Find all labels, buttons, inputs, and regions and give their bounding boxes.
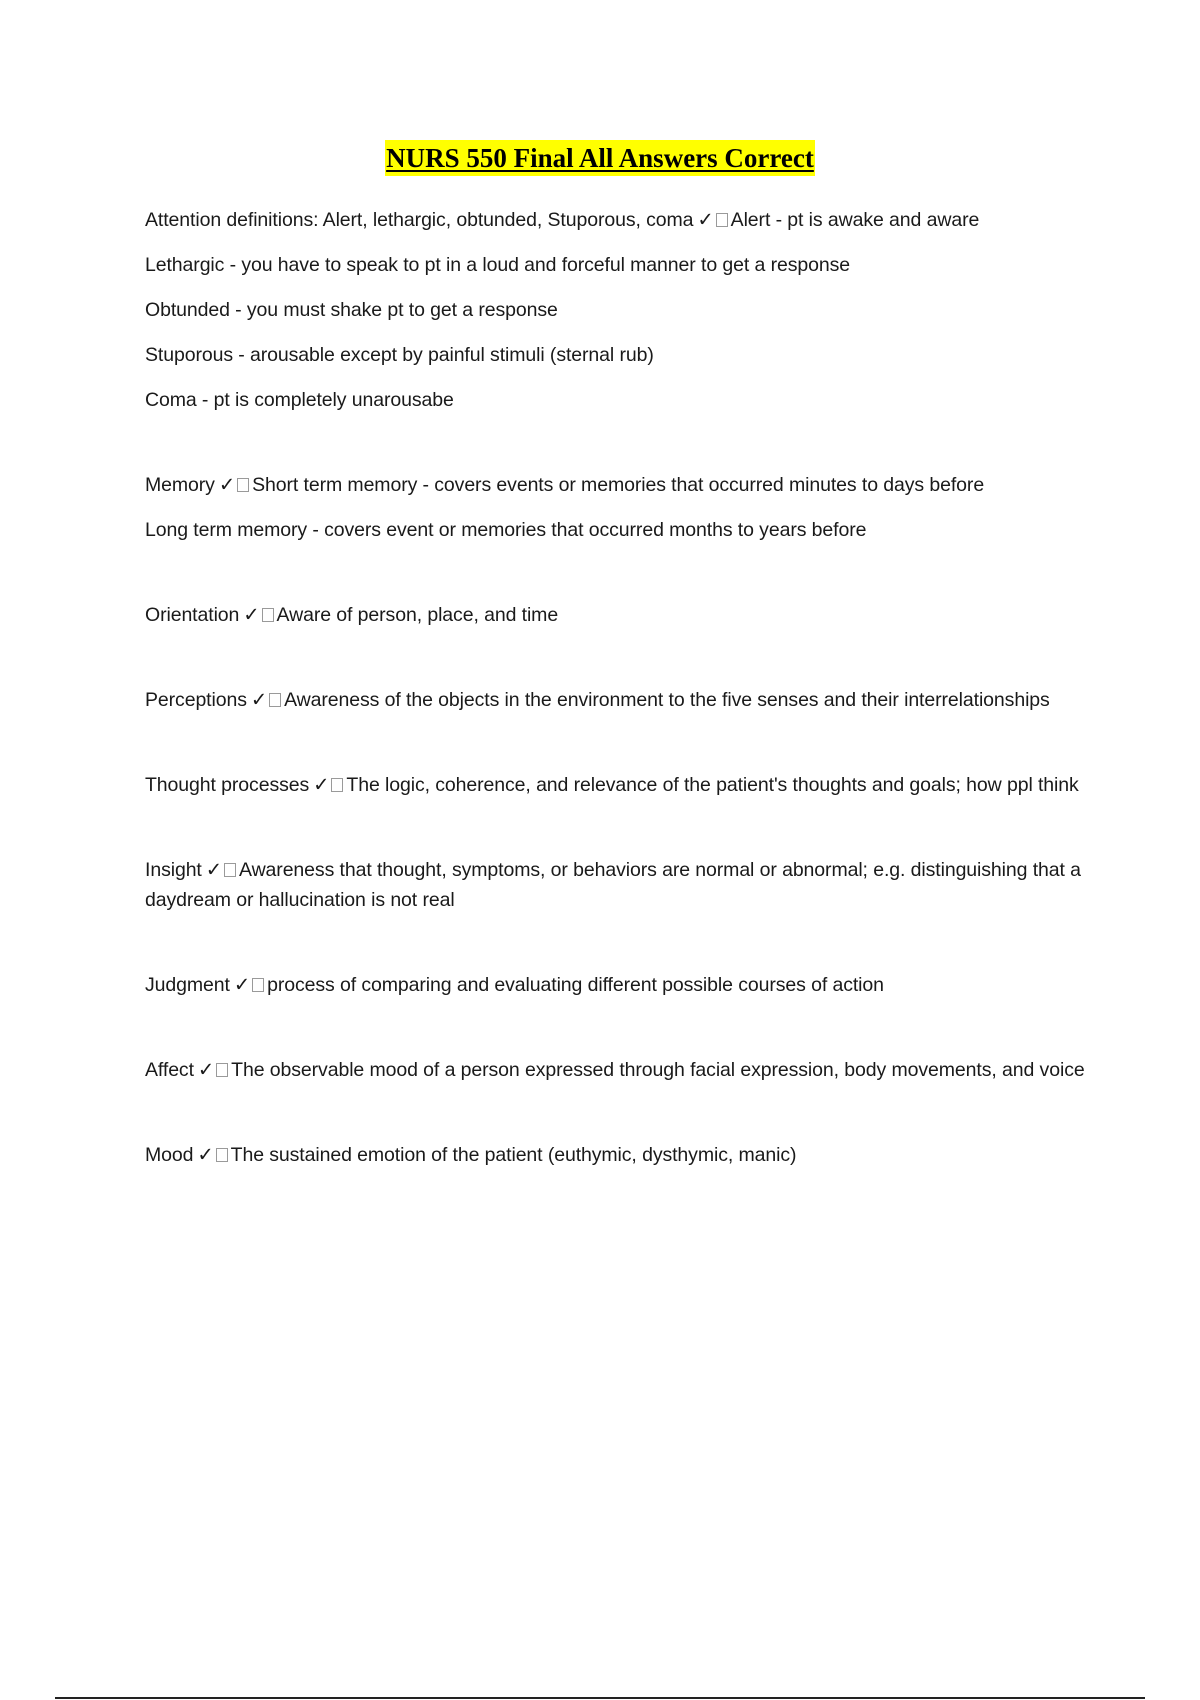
flashcard-answer: The sustained emotion of the patient (euthymic, dysthymic, manic) bbox=[230, 1144, 797, 1166]
footer-divider bbox=[55, 1697, 1145, 1699]
check-icon: ✓ bbox=[697, 209, 714, 231]
flashcard-line bbox=[145, 205, 1090, 235]
flashcard-term: Mood bbox=[145, 1144, 194, 1166]
check-icon: ✓ bbox=[218, 474, 236, 496]
flashcard-term: Orientation bbox=[145, 604, 240, 626]
flashcard-line bbox=[145, 770, 1090, 800]
flashcard-extra-line: Obtunded - you must shake pt to get a response bbox=[145, 299, 558, 321]
empty-box-icon bbox=[269, 693, 281, 707]
flashcard-extra-line: Lethargic - you have to speak to pt in a loud and forceful manner to get a response bbox=[145, 254, 850, 276]
flashcard-attention bbox=[145, 205, 1090, 415]
flashcard-term: Thought processes bbox=[145, 774, 310, 796]
check-icon: ✓ bbox=[197, 1144, 214, 1166]
flashcard-answer: The logic, coherence, and relevance of the patient's thoughts and goals; how ppl think bbox=[346, 774, 1079, 796]
check-icon: ✓ bbox=[205, 859, 223, 881]
check-icon: ✓ bbox=[243, 604, 260, 626]
flashcard-list bbox=[145, 205, 1090, 1225]
flashcard-answer: Awareness that thought, symptoms, or behaviors are normal or abnormal; e.g. distinguishing that a daydream or hallucination is not real bbox=[145, 859, 1081, 911]
flashcard-term: Memory bbox=[145, 474, 215, 496]
flashcard-term: Perceptions bbox=[145, 689, 247, 711]
flashcard-answer: Short term memory - covers events or memories that occurred minutes to days before bbox=[252, 474, 985, 496]
empty-box-icon bbox=[224, 863, 236, 877]
flashcard-answer: Awareness of the objects in the environment to the five senses and their interrelationships bbox=[284, 689, 1050, 711]
flashcard-line bbox=[145, 970, 1090, 1000]
check-icon: ✓ bbox=[313, 774, 330, 796]
flashcard-answer: process of comparing and evaluating different possible courses of action bbox=[267, 974, 884, 996]
document-title: NURS 550 Final All Answers Correct bbox=[385, 140, 815, 176]
flashcard-term: Attention definitions: Alert, lethargic, obtunded, Stuporous, coma bbox=[145, 209, 694, 231]
flashcard-term: Insight bbox=[145, 859, 202, 881]
flashcard-line bbox=[145, 470, 1090, 500]
flashcard-insight bbox=[145, 855, 1090, 915]
empty-box-icon bbox=[237, 478, 249, 492]
flashcard-affect bbox=[145, 1055, 1090, 1085]
check-icon: ✓ bbox=[233, 974, 251, 996]
flashcard-thought-processes bbox=[145, 770, 1090, 800]
empty-box-icon bbox=[216, 1148, 228, 1162]
empty-box-icon bbox=[716, 213, 728, 227]
flashcard-term: Affect bbox=[145, 1059, 194, 1081]
flashcard-extra-line: Long term memory - covers event or memories that occurred months to years before bbox=[145, 519, 867, 541]
flashcard-perceptions bbox=[145, 685, 1090, 715]
flashcard-term: Judgment bbox=[145, 974, 230, 996]
flashcard-extra-line: Coma - pt is completely unarousabe bbox=[145, 389, 454, 411]
flashcard-judgment bbox=[145, 970, 1090, 1000]
flashcard-answer: Aware of person, place, and time bbox=[276, 604, 559, 626]
title-container bbox=[0, 140, 1200, 176]
check-icon: ✓ bbox=[250, 689, 268, 711]
flashcard-answer: Alert - pt is awake and aware bbox=[730, 209, 980, 231]
flashcard-line bbox=[145, 1140, 1090, 1170]
flashcard-orientation bbox=[145, 600, 1090, 630]
flashcard-line bbox=[145, 685, 1090, 715]
empty-box-icon bbox=[331, 778, 343, 792]
check-icon: ✓ bbox=[197, 1059, 215, 1081]
flashcard-line bbox=[145, 1055, 1090, 1085]
empty-box-icon bbox=[216, 1063, 228, 1077]
flashcard-line bbox=[145, 600, 1090, 630]
flashcard-extra-line: Stuporous - arousable except by painful stimuli (sternal rub) bbox=[145, 344, 654, 366]
flashcard-answer: The observable mood of a person expressed through facial expression, body movements, and voice bbox=[231, 1059, 1085, 1081]
empty-box-icon bbox=[252, 978, 264, 992]
flashcard-line bbox=[145, 855, 1090, 915]
empty-box-icon bbox=[262, 608, 274, 622]
flashcard-memory bbox=[145, 470, 1090, 545]
flashcard-mood bbox=[145, 1140, 1090, 1170]
